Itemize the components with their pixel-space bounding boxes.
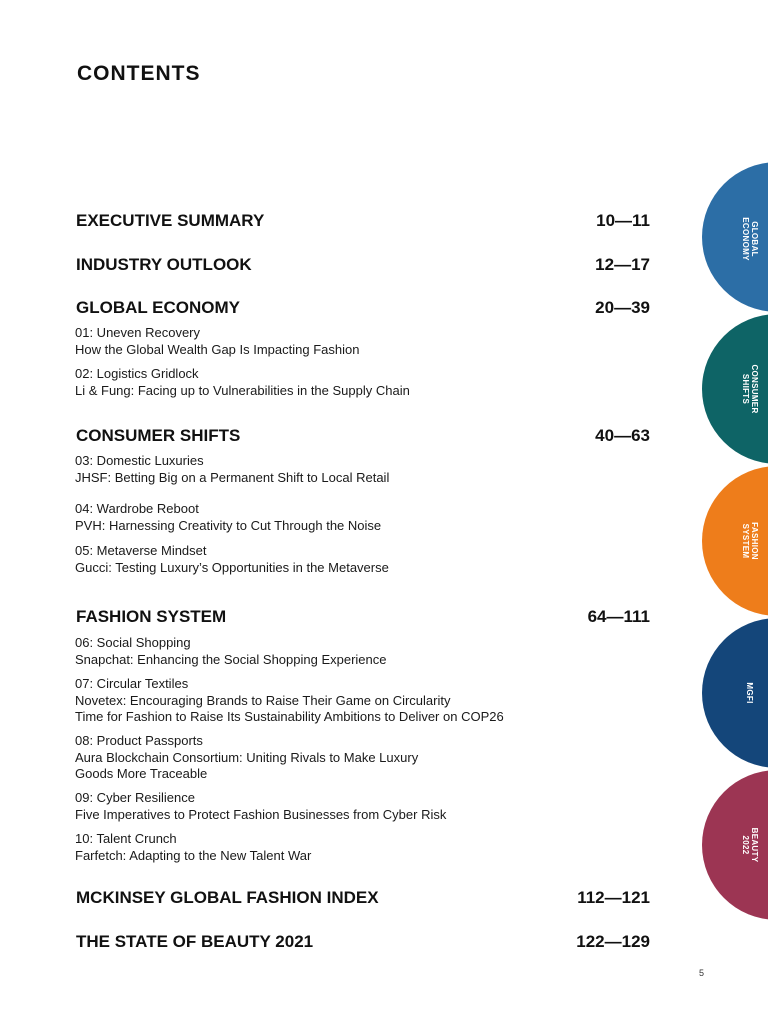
entry-line: 09: Cyber Resilience [75, 790, 195, 805]
list-item [75, 635, 387, 668]
section-title: INDUSTRY OUTLOOK [76, 255, 252, 274]
list-item [75, 501, 381, 534]
entry-line: 05: Metaverse Mindset [75, 543, 207, 558]
list-item [75, 790, 446, 823]
list-item [75, 325, 359, 358]
section-pages: 40—63 [595, 426, 650, 445]
entry-line: Time for Fashion to Raise Its Sustainability Ambitions to Deliver on COP26 [75, 709, 504, 724]
section-pages: 20—39 [595, 298, 650, 317]
section-pages: 64—111 [587, 607, 650, 626]
section-global-economy [76, 298, 650, 322]
entry-line: 01: Uneven Recovery [75, 325, 201, 340]
entry-line: Goods More Traceable [75, 766, 208, 781]
tab-beauty-2022-label: BEAUTY 2022 [741, 827, 759, 863]
section-pages: 12—17 [595, 255, 650, 274]
section-title: MCKINSEY GLOBAL FASHION INDEX [76, 888, 379, 907]
section-industry-outlook [76, 255, 650, 279]
section-consumer-shifts [76, 426, 650, 450]
list-item [75, 831, 311, 864]
entry-line: 08: Product Passports [75, 733, 203, 748]
list-item [75, 733, 418, 783]
tab-mgfi-label: MGFI [745, 682, 755, 704]
section-executive-summary [76, 211, 650, 235]
entry-line: 02: Logistics Gridlock [75, 366, 199, 381]
section-pages: 122—129 [576, 932, 650, 951]
entry-line: 10: Talent Crunch [75, 831, 177, 846]
entry-line: Gucci: Testing Luxury’s Opportunities in the Metaverse [75, 559, 389, 575]
entry-line: Li & Fung: Facing up to Vulnerabilities in the Supply Chain [75, 382, 410, 398]
section-title: EXECUTIVE SUMMARY [76, 211, 265, 230]
entry-line: Snapchat: Enhancing the Social Shopping Experience [75, 651, 387, 667]
section-title: FASHION SYSTEM [76, 607, 227, 626]
section-fashion-system [76, 607, 650, 631]
entry-line: How the Global Wealth Gap Is Impacting Fashion [75, 341, 360, 357]
list-item [75, 543, 389, 576]
entry-line: JHSF: Betting Big on a Permanent Shift to Local Retail [75, 469, 390, 485]
list-item [75, 453, 389, 486]
section-title: CONSUMER SHIFTS [76, 426, 241, 445]
entry-line: Five Imperatives to Protect Fashion Businesses from Cyber Risk [75, 806, 447, 822]
section-pages: 10—11 [596, 211, 650, 230]
entry-line: 07: Circular Textiles [75, 676, 189, 691]
entry-line: 04: Wardrobe Reboot [75, 501, 199, 516]
section-pages: 112—121 [577, 888, 650, 907]
entry-line: Aura Blockchain Consortium: Uniting Rivals to Make Luxury [75, 749, 419, 765]
list-item [75, 366, 410, 399]
list-item [75, 676, 504, 726]
entry-line: PVH: Harnessing Creativity to Cut Through the Noise [75, 517, 382, 533]
tab-global-economy-label: GLOBAL ECONOMY [741, 217, 759, 261]
entry-line: 03: Domestic Luxuries [75, 453, 204, 468]
page-number: 5 [699, 968, 705, 978]
entry-line: 06: Social Shopping [75, 635, 191, 650]
tab-fashion-system-label: FASHION SYSTEM [741, 522, 759, 560]
entry-line: Farfetch: Adapting to the New Talent War [75, 847, 312, 863]
section-title: GLOBAL ECONOMY [76, 298, 241, 317]
section-mgfi [76, 888, 650, 912]
page-title: CONTENTS [77, 62, 201, 85]
section-state-of-beauty [76, 932, 650, 956]
section-title: THE STATE OF BEAUTY 2021 [76, 932, 314, 951]
tab-consumer-shifts-label: CONSUMER SHIFTS [741, 364, 759, 414]
entry-line: Novetex: Encouraging Brands to Raise Their Game on Circularity [75, 692, 451, 708]
